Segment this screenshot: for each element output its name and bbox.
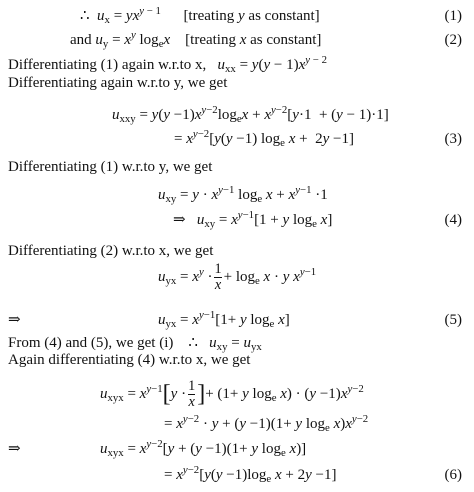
uxyx-line2: = $x^{y-2} \cdot y + (y -1)(1+ y$ $\log_e x)x^{y-2}$ <box>164 413 369 435</box>
uxyx-line4: = $x^{y-2}[y(y -1)\log_e$ x + 2y −1] <box>164 464 337 486</box>
diff1-x-line: Differentiating (1) again w.r.to x, $u_{xx} = y(y - 1)x^{y - 2}$ <box>8 54 327 76</box>
eq-number-2: (2) <box>444 32 462 48</box>
diff2-x-line: Differentiating (2) w.r.to x, we get <box>8 243 214 259</box>
eq-number-4: (4) <box>444 212 462 228</box>
eq2-line: and $u_y = x^y$ $\log_ex$ [treating x as constant] <box>70 29 322 51</box>
from45-text: From (4) and (5), we get (i) <box>8 335 174 351</box>
eq-number-5: (5) <box>444 312 462 328</box>
uyx-line1: $u_{yx} = x^y$ · $\frac{1}{x}$ + $\log_e x \cdot y$ $x^{y-1}$ <box>158 261 317 293</box>
therefore-symbol: ∴ <box>80 8 90 24</box>
from45-line: From (4) and (5), we get (i) ∴ $u_{xy} = u_{yx}$ <box>8 335 262 354</box>
diff1-y-again-line: Differentiating again w.r.to y, we get <box>8 75 228 91</box>
uxyx-line3-implies: ⇒ <box>8 441 21 457</box>
eq1-line: ∴ $u_x = yx^{y - 1}$ [treating y as constant] <box>80 5 320 27</box>
eq-number-6: (6) <box>444 467 462 483</box>
implies-symbol: ⇒ <box>173 212 186 228</box>
eq-number-3: (3) <box>444 131 462 147</box>
fraction-1-over-x-2: $\frac{1}{x}$ <box>188 378 196 410</box>
note-treat-x: [treating x as constant] <box>185 32 322 48</box>
therefore-symbol-2: ∴ <box>188 335 198 351</box>
diff1-y-line: Differentiating (1) w.r.to y, we get <box>8 159 213 175</box>
uxyx-line3: $u_{xyx} = x^{y-2}[y + (y -1)(1+ y$ $\log_e x$)] <box>100 438 307 460</box>
and-word: and <box>70 32 92 48</box>
eq-number-1: (1) <box>444 8 462 24</box>
again4-line: Again differentiating (4) w.r.to x, we get <box>8 352 251 368</box>
uxxy-line2: = $x^{y-2}[y(y -1)$ $\log_e x + 2y -1$] <box>174 128 354 150</box>
uyx-line2: $u_{yx} = x^{y-1}[1+ y$ $\log_e x$] <box>158 309 290 331</box>
uxyx-line1: $u_{xyx} = x^{y-1}[y$ · $\frac{1}{x}$ ]+ (1+ y $\log_e x) \cdot (y -1)x^{y-2}$ <box>100 378 364 410</box>
note-treat-y: [treating y as constant] <box>183 8 320 24</box>
uyx-line2-implies: ⇒ <box>8 312 21 328</box>
uxy-line2: ⇒ $u_{xy} = x^{y-1}[1 + y$ $\log_e x$] <box>173 209 333 231</box>
fraction-1-over-x: $\frac{1}{x}$ <box>214 261 222 293</box>
uxxy-line1: $u_{xxy} = y(y -1)x^{y-2}\log_ex + x^{y-2}[y\cdot 1 + (y - 1)\cdot 1]$ <box>112 104 389 126</box>
uxy-line1: $u_{xy} = y \cdot x^{y-1}$ $\log_e x + x^{y-1} \cdot 1$ <box>158 184 328 206</box>
diff1-x-text: Differentiating (1) again w.r.to x, <box>8 57 207 73</box>
